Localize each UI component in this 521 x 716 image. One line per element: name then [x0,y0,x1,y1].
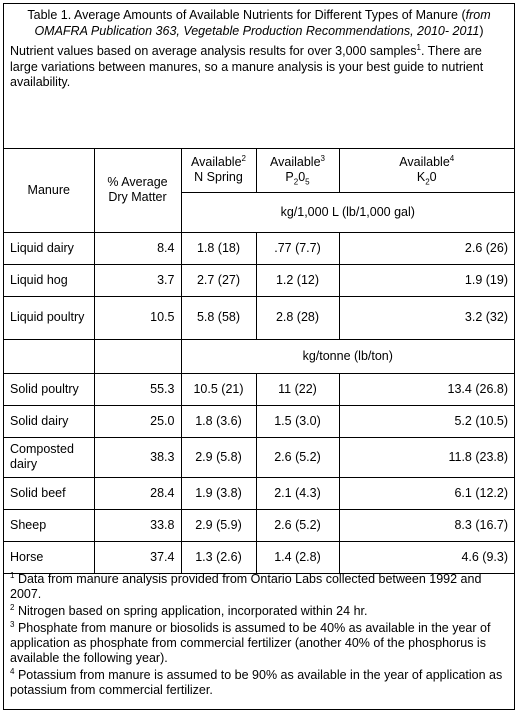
table-row [4,437,514,477]
cell-n: 2.7 (27) [181,264,256,296]
table-row [4,264,514,296]
cell-dry-matter: 8.4 [94,232,181,264]
header-manure: Manure [4,149,94,232]
footnote [10,668,508,698]
cell-n: 1.3 (2.6) [181,541,256,573]
cell-dry-matter: 3.7 [94,264,181,296]
footnote-text: Potassium from manure is assumed to be 90% as available in the year of application as potassium from commercial fertilizer. [10,668,503,697]
cell-k: 8.3 (16.7) [339,509,514,541]
description-footnote-ref: 1 [416,42,421,52]
footnote-number: 4 [10,666,15,676]
cell-p: 1.5 (3.0) [256,405,339,437]
cell-manure: Solid dairy [4,405,94,437]
footnote-number: 1 [10,570,15,580]
cell-dry-matter: 37.4 [94,541,181,573]
cell-manure: Sheep [4,509,94,541]
cell-k: 6.1 (12.2) [339,477,514,509]
table-description [10,44,508,91]
footnote-text: Nitrogen based on spring application, incorporated within 24 hr. [17,604,368,618]
manure-nutrient-table-frame [3,3,515,710]
cell-manure: Composted dairy [4,437,94,477]
cell-manure: Solid poultry [4,373,94,405]
cell-p: 2.6 (5.2) [256,509,339,541]
cell-dry-matter: 10.5 [94,296,181,339]
table-title [10,8,508,39]
cell-k: 13.4 (26.8) [339,373,514,405]
footnote [10,621,508,666]
title-text: Table 1. Average Amounts of Available Nutrients for Different Types of Manure ( [27,8,466,22]
footnote-number: 2 [10,602,15,612]
table-row [4,405,514,437]
cell-dry-matter: 28.4 [94,477,181,509]
table-row [4,296,514,339]
cell-p: 2.1 (4.3) [256,477,339,509]
cell-dry-matter: 38.3 [94,437,181,477]
cell-n: 5.8 (58) [181,296,256,339]
description-text: Nutrient values based on average analysis results for over 3,000 samples [10,44,417,58]
table-row [4,509,514,541]
table-row [4,373,514,405]
cell-manure: Horse [4,541,94,573]
header-available-p: Available$^3$ $P_20_5$ [256,149,339,192]
cell-k: 4.6 (9.3) [339,541,514,573]
cell-n: 1.8 (3.6) [181,405,256,437]
cell-manure: Liquid poultry [4,296,94,339]
blank-cell [4,339,94,373]
cell-n: 10.5 (21) [181,373,256,405]
header-row [4,149,514,192]
cell-manure: Solid beef [4,477,94,509]
footnote-text: Phosphate from manure or biosolids is assumed to be 40% as available in the year of application as phosphate from commercial fertilizer (another 40% of the phosphorus is available the following year). [10,621,491,665]
footnote-number: 3 [10,619,15,629]
header-dry-matter: % Average Dry Matter [94,149,181,232]
table-intro [4,4,514,149]
cell-p: 11 (22) [256,373,339,405]
nutrient-table [4,149,514,574]
title-suffix: ) [479,23,484,38]
header-available-k: Available$^4$ $K_20$ [339,149,514,192]
header-available-n: Available$^2$ N Spring [181,149,256,192]
cell-p: 2.6 (5.2) [256,437,339,477]
cell-k: 3.2 (32) [339,296,514,339]
blank-cell [94,339,181,373]
units-liquid: kg/1,000 L (lb/1,000 gal) [181,192,514,232]
footnotes [4,566,514,700]
cell-k: 1.9 (19) [339,264,514,296]
cell-n: 1.8 (18) [181,232,256,264]
cell-k: 2.6 (26) [339,232,514,264]
description-text-continued: . There are large variations between manures, so a manure analysis is your best guide to nutrient availability. [10,44,484,89]
cell-p: 1.4 (2.8) [256,541,339,573]
cell-dry-matter: 33.8 [94,509,181,541]
units-solid: kg/tonne (lb/ton) [181,339,514,373]
cell-manure: Liquid dairy [4,232,94,264]
cell-p: 1.2 (12) [256,264,339,296]
cell-k: 5.2 (10.5) [339,405,514,437]
table-row [4,477,514,509]
cell-n: 2.9 (5.8) [181,437,256,477]
title-source: from OMAFRA Publication 363, Vegetable Production Recommendations, 2010- 2011 [34,8,491,38]
cell-n: 1.9 (3.8) [181,477,256,509]
cell-manure: Liquid hog [4,264,94,296]
cell-n: 2.9 (5.9) [181,509,256,541]
footnote [10,572,508,602]
cell-dry-matter: 55.3 [94,373,181,405]
cell-dry-matter: 25.0 [94,405,181,437]
solid-units-row [4,339,514,373]
cell-p: .77 (7.7) [256,232,339,264]
footnote-text: Data from manure analysis provided from Ontario Labs collected between 1992 and 2007. [10,572,482,601]
cell-p: 2.8 (28) [256,296,339,339]
footnote [10,604,508,619]
table-row [4,232,514,264]
cell-k: 11.8 (23.8) [339,437,514,477]
